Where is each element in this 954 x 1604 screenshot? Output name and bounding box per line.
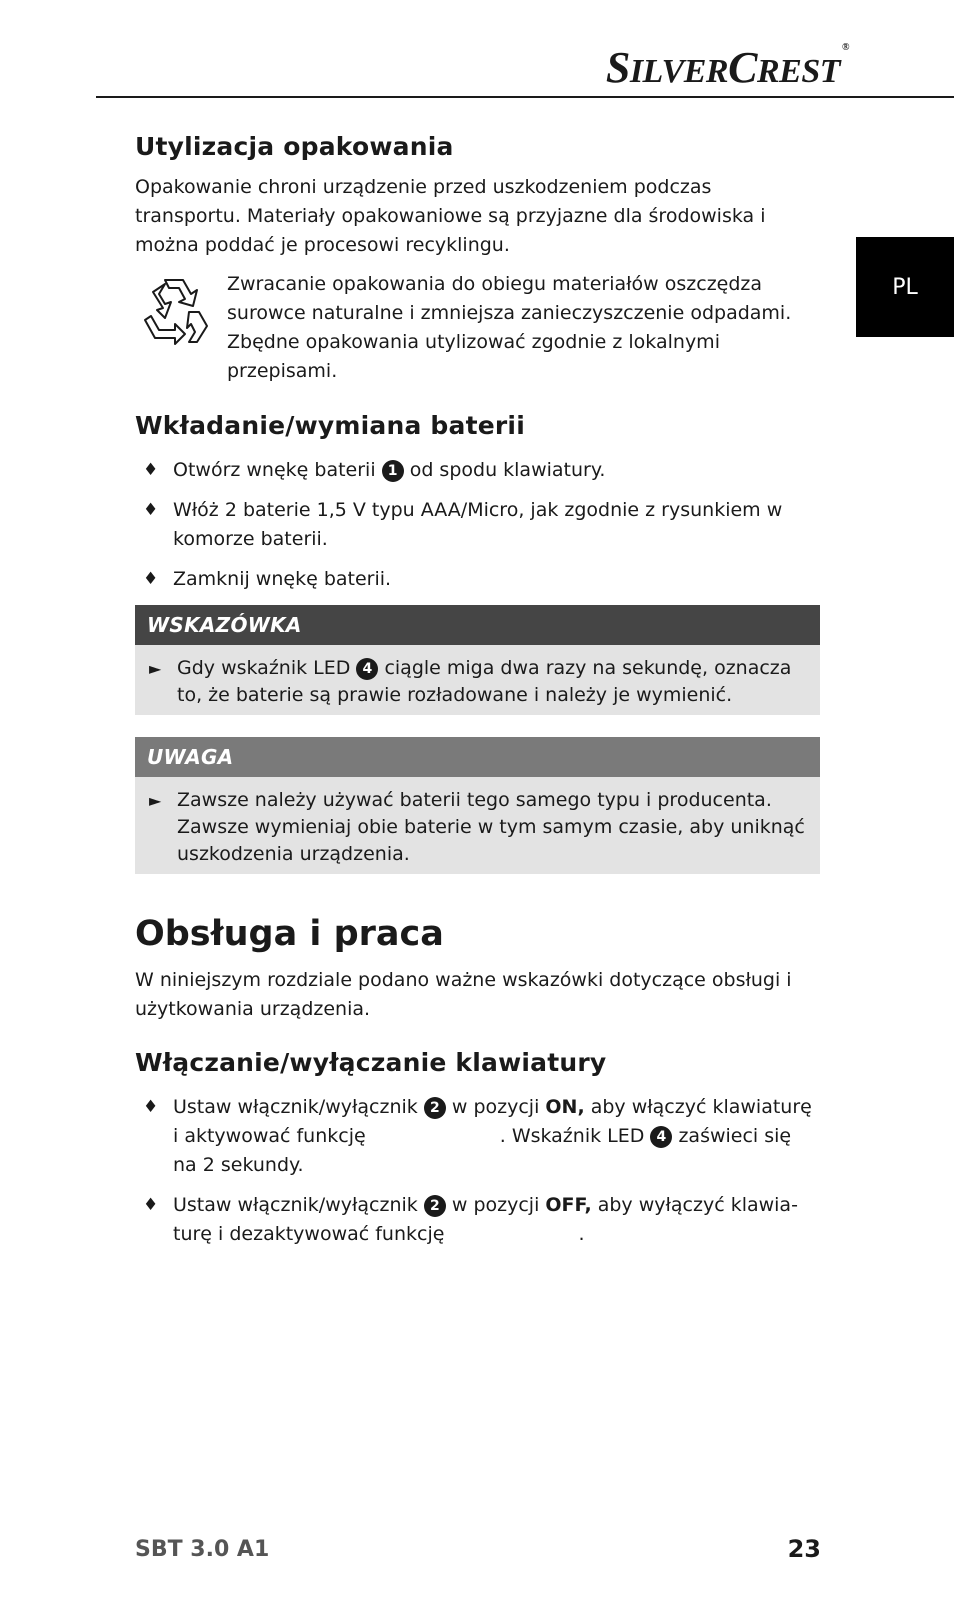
ref-number-badge: 4 bbox=[650, 1126, 672, 1148]
list-item-text: od spodu klawiatury. bbox=[403, 459, 606, 481]
packaging-paragraph: Opakowanie chroni urządzenie przed uszkodzeniem podczas transportu. Materiały opakowaniowe są przyjazne dla środowiska i można poddać je procesowi recyklingu. bbox=[135, 176, 766, 256]
caution-box-header: UWAGA bbox=[135, 737, 820, 777]
note-box-body bbox=[135, 645, 820, 715]
footer-page-number: 23 bbox=[787, 1535, 821, 1563]
note-text: ciągle miga dwa razy na sekundę, oznacza to, że baterie są prawie rozładowane i należy je wymienić. bbox=[177, 657, 792, 706]
chapter-title-operation: Obsługa i praca bbox=[135, 914, 444, 954]
page-content bbox=[135, 132, 820, 1260]
switch-steps bbox=[135, 1093, 820, 1249]
section-title-switch: Włączanie/wyłączanie klawiatury bbox=[135, 1048, 607, 1077]
language-tab: PL bbox=[856, 237, 954, 337]
keyword-on: ON, bbox=[545, 1096, 585, 1118]
bullet-diamond-icon: ♦ bbox=[143, 500, 159, 520]
list-item bbox=[135, 1191, 820, 1249]
caution-box bbox=[135, 737, 820, 874]
list-item-text: . bbox=[578, 1223, 585, 1245]
list-item-text: Ustaw włącznik/wyłącznik bbox=[173, 1194, 424, 1216]
section-title-packaging: Utylizacja opakowania bbox=[135, 132, 454, 161]
list-item-text: Zamknij wnękę baterii. bbox=[173, 568, 392, 590]
bullet-diamond-icon: ♦ bbox=[143, 569, 159, 589]
list-item bbox=[135, 496, 820, 554]
recycle-block bbox=[135, 270, 820, 386]
footer-model-number: SBT 3.0 A1 bbox=[135, 1537, 270, 1562]
keyword-off: OFF, bbox=[545, 1194, 592, 1216]
caution-text: Zawsze należy używać baterii tego samego typu i producenta. Zawsze wymieniaj obie baterie w tym samym czasie, aby uniknąć uszkodzenia urządzenia. bbox=[177, 789, 805, 865]
list-item bbox=[135, 456, 820, 485]
list-item bbox=[135, 565, 820, 594]
list-item-text: aby wyłączyć klawiaturę i dezaktywować funkcję bbox=[173, 1194, 798, 1245]
logo-text-ilver: ILVER bbox=[629, 53, 729, 90]
note-box bbox=[135, 605, 820, 715]
registered-mark: ® bbox=[842, 42, 849, 53]
operation-paragraph: W niniejszym rozdziale podano ważne wskazówki dotyczące obsługi i użytkowania urządzenia. bbox=[135, 969, 792, 1020]
logo-initial-s: S bbox=[605, 43, 630, 92]
arrow-right-icon: ► bbox=[149, 659, 162, 678]
bullet-diamond-icon: ♦ bbox=[143, 1097, 159, 1117]
recycle-icon bbox=[135, 272, 215, 352]
logo-initial-c: C bbox=[728, 43, 757, 92]
ref-number-badge: 1 bbox=[382, 460, 404, 482]
recycle-paragraph: Zwracanie opakowania do obiegu materiałów oszczędza surowce naturalne i zmniejsza zanieczyszczenie odpadami. Zbędne opakowania utylizować zgodnie z lokalnymi przepisami. bbox=[227, 273, 792, 382]
note-text: Gdy wskaźnik LED bbox=[177, 657, 357, 679]
list-item-text: w pozycji bbox=[445, 1096, 546, 1118]
arrow-right-icon: ► bbox=[149, 791, 162, 810]
caution-box-body bbox=[135, 777, 820, 874]
list-item-text: Włóż 2 baterie 1,5 V typu AAA/Micro, jak zgodnie z rysunkiem w komorze baterii. bbox=[173, 499, 783, 550]
list-item-text: Ustaw włącznik/wyłącznik bbox=[173, 1096, 424, 1118]
list-item-text: aby włączyć klawiaturę i aktywować funkcję bbox=[173, 1096, 812, 1147]
ref-number-badge: 2 bbox=[424, 1195, 446, 1217]
section-title-battery: Wkładanie/wymiana baterii bbox=[135, 411, 525, 440]
header-rule bbox=[96, 96, 954, 98]
ref-number-badge: 4 bbox=[356, 658, 378, 680]
list-item-text: w pozycji bbox=[445, 1194, 546, 1216]
note-box-header: WSKAZÓWKA bbox=[135, 605, 820, 645]
logo-text-rest: REST bbox=[756, 53, 841, 90]
silvercrest-logo bbox=[606, 42, 849, 93]
battery-steps bbox=[135, 456, 820, 594]
list-item-text: . Wskaźnik LED bbox=[499, 1125, 651, 1147]
bullet-diamond-icon: ♦ bbox=[143, 460, 159, 480]
list-item bbox=[135, 1093, 820, 1180]
list-item-text: zaświeci się na 2 sekundy. bbox=[173, 1125, 792, 1176]
list-item-text: Otwórz wnękę baterii bbox=[173, 459, 382, 481]
bullet-diamond-icon: ♦ bbox=[143, 1195, 159, 1215]
ref-number-badge: 2 bbox=[424, 1097, 446, 1119]
